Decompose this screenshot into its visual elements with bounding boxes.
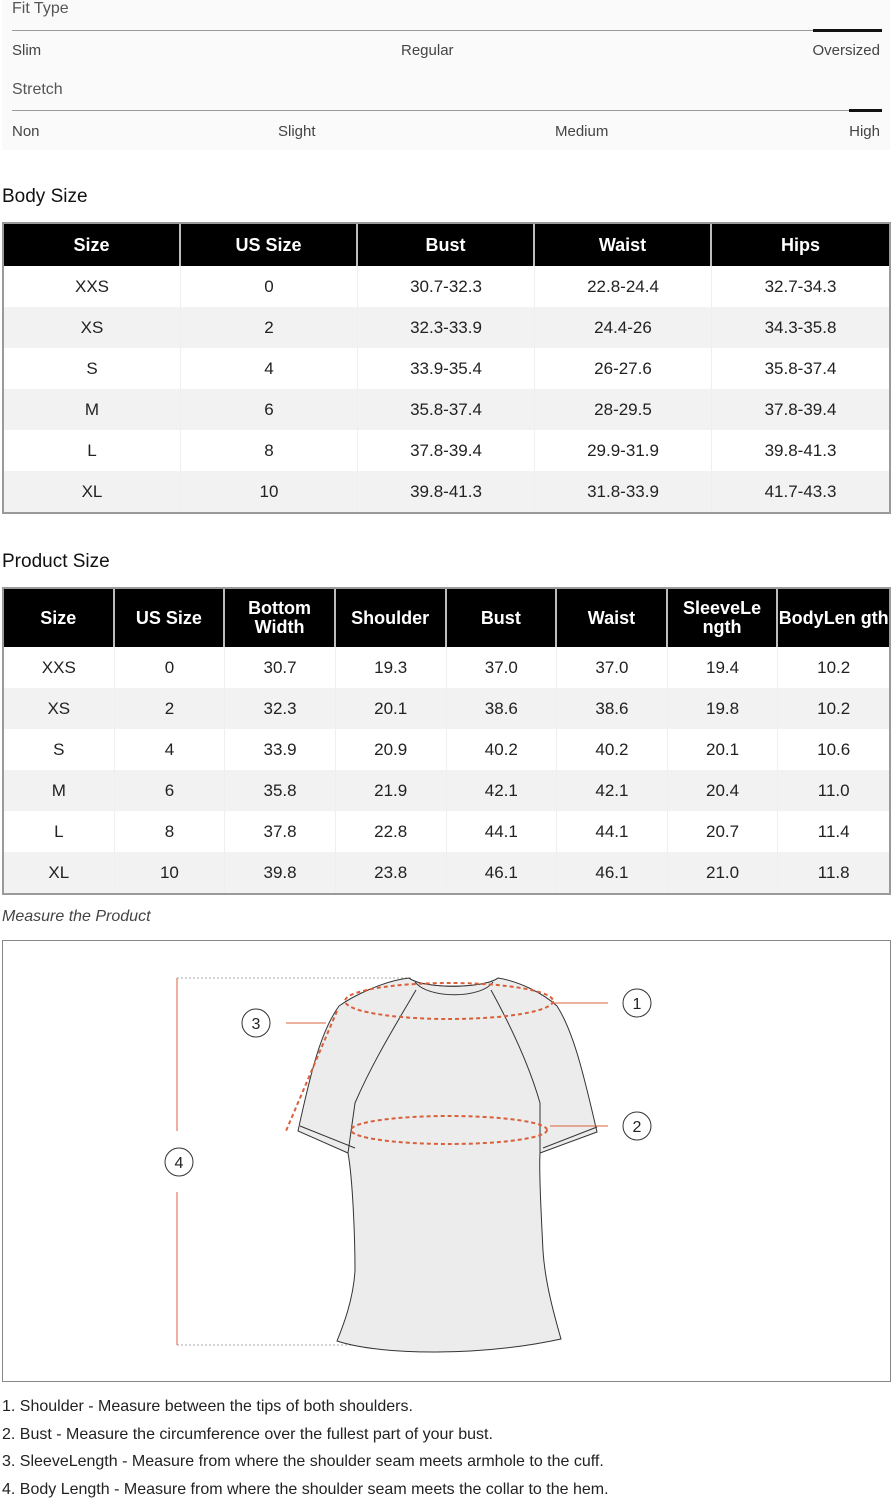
cell: XXS xyxy=(4,266,181,307)
note-body-length: 4. Body Length - Measure from where the shoulder seam meets the collar to the hem. xyxy=(2,1476,609,1503)
svg-text:3: 3 xyxy=(252,1016,261,1033)
cell: 44.1 xyxy=(557,811,668,852)
cell: 37.0 xyxy=(557,647,668,688)
stretch-selected-marker xyxy=(849,109,882,112)
fit-stretch-panel xyxy=(2,0,890,150)
cell: 20.9 xyxy=(336,729,447,770)
cell: 46.1 xyxy=(447,852,558,893)
stretch-option-medium: Medium xyxy=(555,123,608,140)
cell: XXS xyxy=(4,647,115,688)
cell: 40.2 xyxy=(447,729,558,770)
cell: 33.9 xyxy=(225,729,336,770)
header-body-length: BodyLen gth xyxy=(778,589,889,647)
note-bust: 2. Bust - Measure the circumference over the fullest part of your bust. xyxy=(2,1421,609,1449)
cell: 10.2 xyxy=(778,647,889,688)
cell: 35.8-37.4 xyxy=(358,389,535,430)
cell: 20.1 xyxy=(336,688,447,729)
callout-4-icon xyxy=(165,1148,193,1176)
cell: 29.9-31.9 xyxy=(535,430,712,471)
note-sleeve-length: 3. SleeveLength - Measure from where the shoulder seam meets armhole to the cuff. xyxy=(2,1448,609,1476)
callout-1-icon xyxy=(623,989,651,1017)
table-row xyxy=(4,348,889,389)
stretch-track xyxy=(12,110,882,111)
cell: 22.8 xyxy=(336,811,447,852)
cell: 4 xyxy=(115,729,226,770)
cell: 0 xyxy=(115,647,226,688)
cell: L xyxy=(4,811,115,852)
cell: 0 xyxy=(181,266,358,307)
table-row xyxy=(4,266,889,307)
cell: 38.6 xyxy=(447,688,558,729)
cell: 10.2 xyxy=(778,688,889,729)
cell: 41.7-43.3 xyxy=(712,471,889,512)
cell: M xyxy=(4,389,181,430)
measurement-notes xyxy=(2,1393,609,1503)
cell: 35.8 xyxy=(225,770,336,811)
cell: S xyxy=(4,729,115,770)
cell: 42.1 xyxy=(557,770,668,811)
cell: 11.4 xyxy=(778,811,889,852)
cell: 33.9-35.4 xyxy=(358,348,535,389)
fit-type-option-slim: Slim xyxy=(12,42,41,59)
cell: 6 xyxy=(181,389,358,430)
svg-text:1: 1 xyxy=(633,996,642,1013)
fit-type-track xyxy=(12,30,882,31)
cell: 20.7 xyxy=(668,811,779,852)
svg-text:2: 2 xyxy=(633,1119,642,1136)
cell: 32.3 xyxy=(225,688,336,729)
stretch-option-non: Non xyxy=(12,123,40,140)
cell: 19.3 xyxy=(336,647,447,688)
cell: 39.8-41.3 xyxy=(712,430,889,471)
header-waist: Waist xyxy=(557,589,668,647)
cell: S xyxy=(4,348,181,389)
cell: 11.8 xyxy=(778,852,889,893)
cell: XL xyxy=(4,471,181,512)
cell: 2 xyxy=(181,307,358,348)
callout-3-icon xyxy=(242,1009,270,1037)
header-us-size: US Size xyxy=(181,224,358,266)
cell: 46.1 xyxy=(557,852,668,893)
stretch-option-slight: Slight xyxy=(278,123,316,140)
header-size: Size xyxy=(4,589,115,647)
header-bottom-width: Bottom Width xyxy=(225,589,336,647)
svg-text:4: 4 xyxy=(175,1155,184,1172)
cell: 10.6 xyxy=(778,729,889,770)
product-size-table xyxy=(2,587,891,895)
cell: 34.3-35.8 xyxy=(712,307,889,348)
cell: 20.4 xyxy=(668,770,779,811)
product-size-title: Product Size xyxy=(2,551,110,573)
table-row xyxy=(4,729,889,770)
stretch-option-high: High xyxy=(849,123,880,140)
table-row xyxy=(4,471,889,512)
cell: XS xyxy=(4,307,181,348)
fit-type-title: Fit Type xyxy=(12,0,69,18)
header-shoulder: Shoulder xyxy=(336,589,447,647)
header-hips: Hips xyxy=(712,224,889,266)
cell: 28-29.5 xyxy=(535,389,712,430)
note-shoulder: 1. Shoulder - Measure between the tips of both shoulders. xyxy=(2,1393,609,1421)
header-bust: Bust xyxy=(358,224,535,266)
cell: 39.8 xyxy=(225,852,336,893)
cell: 32.7-34.3 xyxy=(712,266,889,307)
cell: 21.9 xyxy=(336,770,447,811)
body-size-title: Body Size xyxy=(2,186,88,208)
measurement-diagram xyxy=(2,940,891,1382)
cell: 38.6 xyxy=(557,688,668,729)
table-row xyxy=(4,688,889,729)
header-sleeve-length: SleeveLe ngth xyxy=(668,589,779,647)
cell: 37.8-39.4 xyxy=(358,430,535,471)
cell: 40.2 xyxy=(557,729,668,770)
cell: 20.1 xyxy=(668,729,779,770)
table-row xyxy=(4,770,889,811)
stretch-title: Stretch xyxy=(12,81,63,99)
measure-caption: Measure the Product xyxy=(2,908,151,926)
cell: XL xyxy=(4,852,115,893)
callout-2-icon xyxy=(623,1112,651,1140)
fit-type-option-oversized: Oversized xyxy=(812,42,880,59)
cell: 24.4-26 xyxy=(535,307,712,348)
cell: 19.8 xyxy=(668,688,779,729)
cell: 30.7 xyxy=(225,647,336,688)
cell: 30.7-32.3 xyxy=(358,266,535,307)
table-row xyxy=(4,852,889,893)
cell: 23.8 xyxy=(336,852,447,893)
cell: L xyxy=(4,430,181,471)
tshirt-diagram-svg xyxy=(3,941,890,1381)
cell: 11.0 xyxy=(778,770,889,811)
cell: 10 xyxy=(181,471,358,512)
cell: XS xyxy=(4,688,115,729)
cell: 37.8 xyxy=(225,811,336,852)
fit-type-option-regular: Regular xyxy=(401,42,454,59)
cell: 6 xyxy=(115,770,226,811)
table-header-row xyxy=(4,589,889,647)
header-bust: Bust xyxy=(447,589,558,647)
cell: 22.8-24.4 xyxy=(535,266,712,307)
cell: 39.8-41.3 xyxy=(358,471,535,512)
cell: M xyxy=(4,770,115,811)
cell: 8 xyxy=(115,811,226,852)
table-header-row xyxy=(4,224,889,266)
cell: 26-27.6 xyxy=(535,348,712,389)
cell: 42.1 xyxy=(447,770,558,811)
cell: 8 xyxy=(181,430,358,471)
cell: 21.0 xyxy=(668,852,779,893)
cell: 4 xyxy=(181,348,358,389)
cell: 31.8-33.9 xyxy=(535,471,712,512)
table-row xyxy=(4,307,889,348)
cell: 35.8-37.4 xyxy=(712,348,889,389)
header-us-size: US Size xyxy=(115,589,226,647)
fit-type-selected-marker xyxy=(813,29,882,32)
cell: 2 xyxy=(115,688,226,729)
table-row xyxy=(4,811,889,852)
table-row xyxy=(4,647,889,688)
cell: 10 xyxy=(115,852,226,893)
cell: 19.4 xyxy=(668,647,779,688)
cell: 37.0 xyxy=(447,647,558,688)
cell: 32.3-33.9 xyxy=(358,307,535,348)
table-row xyxy=(4,430,889,471)
header-waist: Waist xyxy=(535,224,712,266)
cell: 37.8-39.4 xyxy=(712,389,889,430)
header-size: Size xyxy=(4,224,181,266)
table-row xyxy=(4,389,889,430)
body-size-table xyxy=(2,222,891,514)
cell: 44.1 xyxy=(447,811,558,852)
